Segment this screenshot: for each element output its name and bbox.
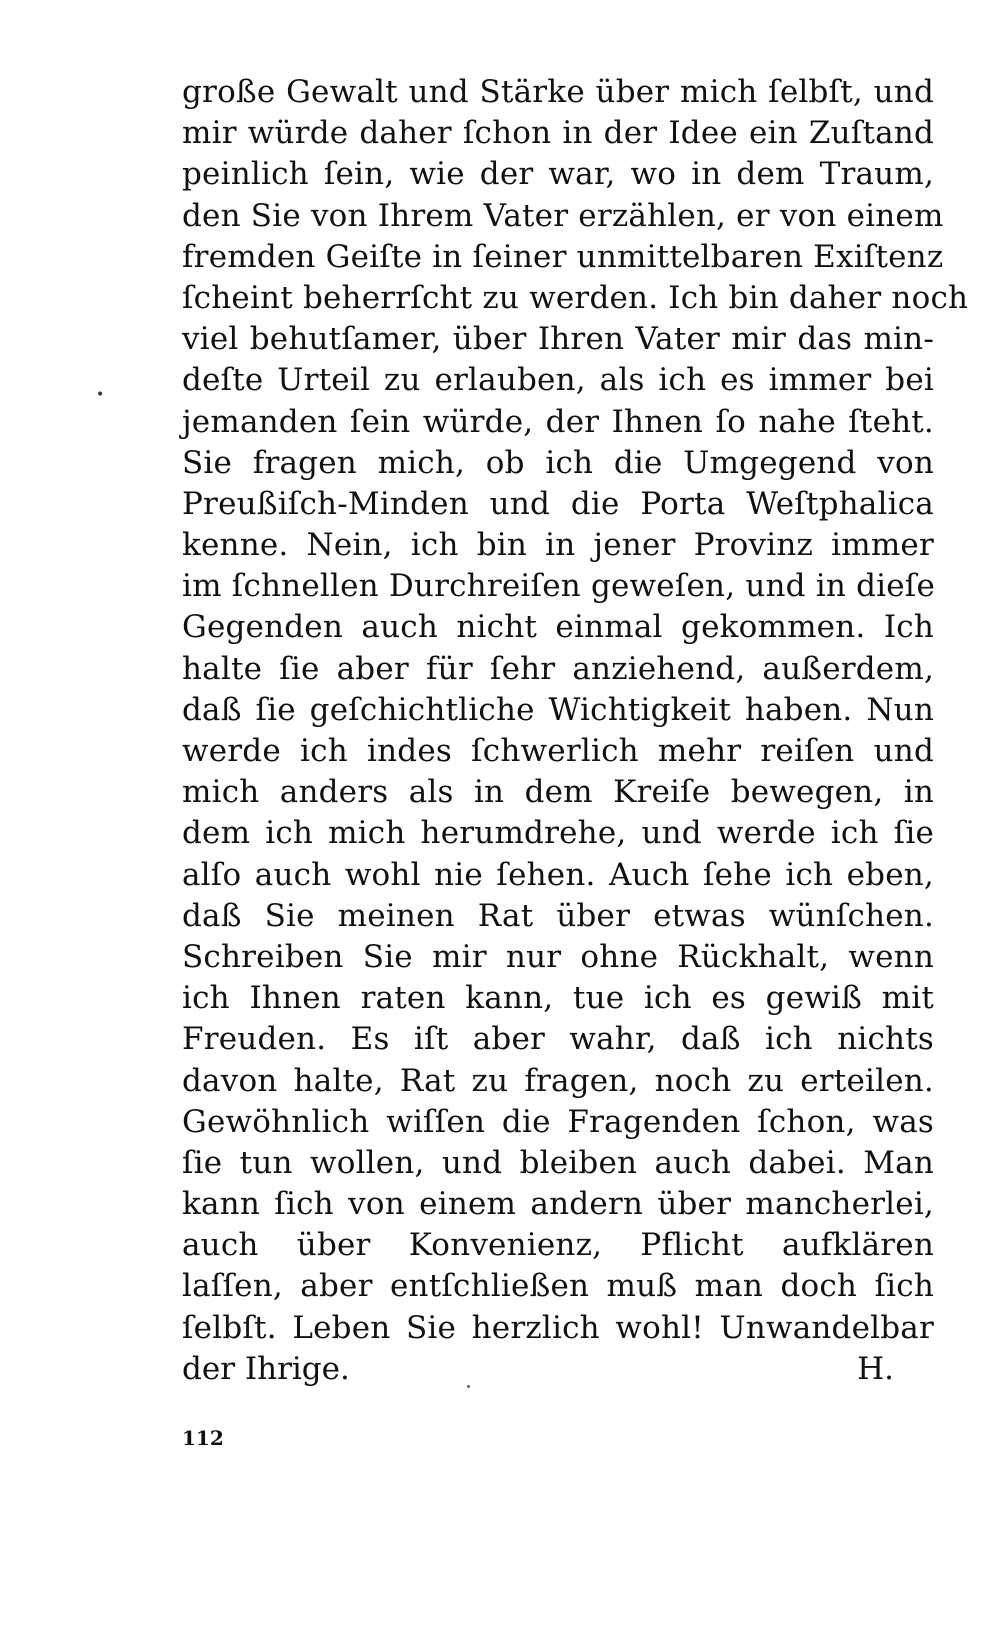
text-line: Gegenden auch nicht einmal gekommen. Ich bbox=[182, 609, 934, 646]
text-line: ich Ihnen raten kann, tue ich es gewiß mit bbox=[182, 980, 934, 1017]
text-line: auch über Konvenienz, Pflicht aufklären bbox=[182, 1227, 934, 1264]
text-line: deſte Urteil zu erlauben, als ich es immer bei bbox=[182, 362, 934, 399]
text-line: kenne. Nein, ich bin in jener Provinz immer bbox=[182, 527, 934, 564]
text-line: Sie fragen mich, ob ich die Umgegend von bbox=[182, 444, 934, 481]
text-line: viel behutſamer, über Ihren Vater mir das min- bbox=[182, 321, 934, 358]
text-line: laſſen, aber entſchließen muß man doch ſich bbox=[182, 1268, 934, 1305]
text-line: Preußiſch-Minden und die Porta Weſtphalica bbox=[182, 485, 934, 522]
text-line: mir würde daher ſchon in der Idee ein Zuſtand bbox=[182, 115, 934, 152]
text-line: ſcheint beherrſcht zu werden. Ich bin daher noch bbox=[182, 279, 969, 316]
signoff: der Ihrige. bbox=[182, 1351, 350, 1387]
text-line: Gewöhnlich wiſſen die Fragenden ſchon, was bbox=[182, 1103, 934, 1140]
page-number: 112 bbox=[182, 1426, 224, 1450]
text-line: daß Sie meinen Rat über etwas wünſchen. bbox=[182, 897, 934, 934]
text-line: kann ſich von einem andern über mancherlei, bbox=[182, 1186, 934, 1223]
margin-mark: • bbox=[96, 387, 105, 403]
text-line: ſelbſt. Leben Sie herzlich wohl! Unwandelbar bbox=[182, 1309, 934, 1346]
text-line: alſo auch wohl nie ſehen. Auch ſehe ich eben, bbox=[182, 856, 934, 893]
text-line: dem ich mich herumdrehe, und werde ich ſie bbox=[182, 815, 934, 852]
text-line: jemanden ſein würde, der Ihnen ſo nahe ſteht. bbox=[182, 403, 934, 440]
text-line: Freuden. Es iſt aber wahr, daß ich nichts bbox=[182, 1021, 934, 1058]
text-line: ſie tun wollen, und bleiben auch dabei. Man bbox=[182, 1144, 934, 1181]
letter-body bbox=[182, 72, 969, 1349]
text-line: davon halte, Rat zu fragen, noch zu erteilen. bbox=[182, 1062, 934, 1099]
text-line: fremden Geiſte in ſeiner unmittelbaren Exiſtenz bbox=[182, 238, 944, 275]
text-line: große Gewalt und Stärke über mich ſelbſt, und bbox=[182, 74, 934, 110]
text-line: peinlich ſein, wie der war, wo in dem Traum, bbox=[182, 156, 934, 193]
print-speck bbox=[467, 1385, 470, 1388]
text-line: Schreiben Sie mir nur ohne Rückhalt, wenn bbox=[182, 938, 934, 975]
signature-initial: H. bbox=[857, 1351, 894, 1387]
text-line: mich anders als in dem Kreiſe bewegen, in bbox=[182, 774, 934, 811]
text-line: im ſchnellen Durchreiſen geweſen, und in dieſe bbox=[182, 568, 936, 605]
text-line: werde ich indes ſchwerlich mehr reiſen und bbox=[182, 733, 934, 769]
text-line: den Sie von Ihrem Vater erzählen, er von einem bbox=[182, 197, 944, 234]
text-line: daß ſie geſchichtliche Wichtigkeit haben. Nun bbox=[182, 691, 934, 728]
text-line: halte ſie aber für ſehr anziehend, außerdem, bbox=[182, 650, 934, 687]
letter-closing bbox=[182, 1347, 934, 1391]
